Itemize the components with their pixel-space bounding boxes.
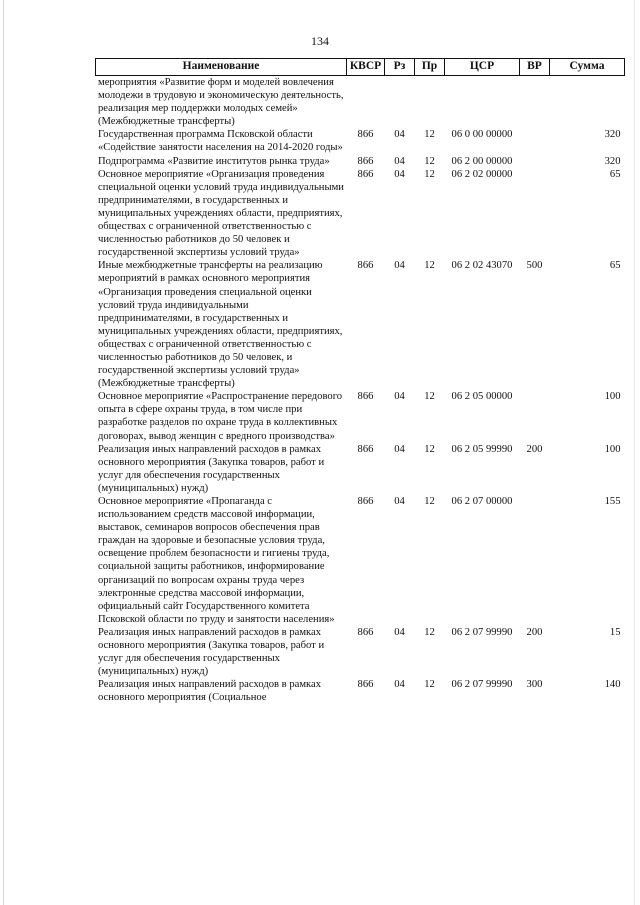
cell-sum: 65 bbox=[609, 168, 621, 180]
budget-table bbox=[95, 58, 625, 705]
header-name: Наименование bbox=[96, 59, 347, 76]
header-rz: Рз bbox=[385, 59, 415, 76]
cell-rz: 04 bbox=[394, 260, 405, 272]
table-row bbox=[96, 443, 625, 495]
cell-csr: 06 0 00 00000 bbox=[451, 129, 513, 141]
cell-name: Подпрограмма «Развитие институтов рынка труда» bbox=[98, 155, 330, 167]
table-row bbox=[96, 155, 625, 168]
table-row bbox=[96, 76, 625, 129]
cell-kvsr: 866 bbox=[357, 626, 374, 638]
cell-name: Реализация иных направлений расходов в рамках основного мероприятия (Закупка товаров, работ и услуг для обеспечения государственных (муниципальных) нужд) bbox=[98, 443, 325, 494]
cell-rz: 04 bbox=[394, 168, 405, 180]
cell-sum: 15 bbox=[609, 626, 621, 638]
cell-csr: 06 2 07 00000 bbox=[451, 496, 513, 507]
cell-kvsr: 866 bbox=[357, 443, 374, 455]
cell-pr: 12 bbox=[424, 626, 435, 638]
cell-pr: 12 bbox=[424, 443, 435, 455]
cell-csr: 06 2 07 99990 bbox=[451, 679, 513, 691]
cell-pr: 12 bbox=[424, 155, 435, 167]
header-csr: ЦСР bbox=[445, 59, 520, 76]
cell-name: Основное мероприятие «Распространение передового опыта в сфере охраны труда, в том числе при разработке разделов по охране труда в коллективных договорах, вывод женщин с вредного производства» bbox=[98, 391, 343, 442]
cell-kvsr: 866 bbox=[357, 168, 374, 180]
cell-rz: 04 bbox=[394, 443, 405, 455]
cell-kvsr: 866 bbox=[357, 496, 374, 507]
table-body bbox=[96, 76, 625, 705]
cell-pr bbox=[415, 76, 445, 129]
cell-pr: 12 bbox=[424, 168, 435, 180]
table-row bbox=[96, 259, 625, 390]
cell-pr: 12 bbox=[424, 260, 435, 272]
table-row bbox=[96, 168, 625, 260]
scan-edge-right bbox=[634, 0, 635, 905]
cell-kvsr: 866 bbox=[357, 260, 374, 272]
cell-vr bbox=[520, 155, 550, 168]
cell-name: мероприятия «Развитие форм и моделей вовлечения молодежи в трудовую и экономическую деятельность, реализация мер поддержки молодых семей» (Межбюджетные трансферты) bbox=[98, 77, 344, 128]
header-pr: Пр bbox=[415, 59, 445, 76]
cell-sum: 155 bbox=[604, 496, 621, 507]
cell-csr: 06 2 02 00000 bbox=[451, 168, 513, 180]
cell-vr: 200 bbox=[526, 626, 543, 638]
cell-kvsr: 866 bbox=[357, 129, 374, 141]
table-row bbox=[96, 678, 625, 704]
table-row bbox=[96, 390, 625, 442]
cell-rz: 04 bbox=[394, 391, 405, 403]
cell-vr: 500 bbox=[526, 260, 543, 272]
cell-sum: 100 bbox=[604, 391, 621, 403]
cell-name: Основное мероприятие «Пропаганда с использованием средств массовой информации, выставок, семинаров вопросов обеспечения прав граждан на здоровые и безопасные условия труда, освещение проблем безопасности и гигиены труда, социальной защиты работников, информирование организаций по вопросам охраны труда через электронные средства массовой информации, официальный сайт Государственного комитета Псковской области по труду и занятости населения» bbox=[98, 496, 335, 625]
cell-pr: 12 bbox=[424, 496, 435, 507]
cell-csr: 06 2 02 43070 bbox=[451, 260, 513, 272]
cell-vr bbox=[520, 495, 550, 626]
cell-kvsr bbox=[347, 76, 385, 129]
cell-csr bbox=[445, 76, 520, 129]
cell-kvsr: 866 bbox=[357, 155, 374, 167]
cell-kvsr: 866 bbox=[357, 391, 374, 403]
cell-sum: 140 bbox=[604, 679, 621, 691]
cell-rz: 04 bbox=[394, 626, 405, 638]
cell-vr bbox=[520, 168, 550, 260]
cell-pr: 12 bbox=[424, 679, 435, 691]
cell-vr: 200 bbox=[526, 443, 543, 455]
table-row bbox=[96, 626, 625, 678]
cell-csr: 06 2 07 99990 bbox=[451, 626, 513, 638]
cell-rz: 04 bbox=[394, 679, 405, 691]
header-vr: ВР bbox=[520, 59, 550, 76]
cell-pr: 12 bbox=[424, 129, 435, 141]
cell-kvsr: 866 bbox=[357, 679, 374, 691]
cell-csr: 06 2 05 99990 bbox=[451, 443, 513, 455]
cell-sum: 100 bbox=[604, 443, 621, 455]
cell-vr bbox=[520, 390, 550, 442]
cell-vr bbox=[520, 128, 550, 154]
cell-rz: 04 bbox=[394, 129, 405, 141]
cell-sum: 65 bbox=[609, 260, 621, 272]
scan-edge-left bbox=[3, 0, 4, 905]
cell-rz bbox=[385, 76, 415, 129]
cell-name: Государственная программа Псковской области «Содействие занятости населения на 2014-2020 годы» bbox=[98, 129, 343, 154]
cell-name: Основное мероприятие «Организация проведения специальной оценки условий труда индивидуальными предпринимателями, в государственных и муниципальных учреждениях области, предприятиях, обществах с ограниченной ответственностью с численностью работников до 50 человек и государственной экспертизы условий труда» bbox=[98, 168, 344, 259]
cell-sum: 320 bbox=[604, 155, 621, 167]
cell-rz: 04 bbox=[394, 496, 405, 507]
table-header-row bbox=[96, 59, 625, 76]
header-sum: Сумма bbox=[550, 59, 625, 76]
cell-name: Реализация иных направлений расходов в рамках основного мероприятия (Закупка товаров, работ и услуг для обеспечения государственных (муниципальных) нужд) bbox=[98, 626, 325, 678]
table-row bbox=[96, 128, 625, 154]
cell-csr: 06 2 00 00000 bbox=[451, 155, 513, 167]
cell-csr: 06 2 05 00000 bbox=[451, 391, 513, 403]
cell-sum: 320 bbox=[604, 129, 621, 141]
header-kvsr: КВСР bbox=[347, 59, 385, 76]
cell-pr: 12 bbox=[424, 391, 435, 403]
cell-sum bbox=[550, 76, 625, 129]
cell-rz: 04 bbox=[394, 155, 405, 167]
cell-name: Иные межбюджетные трансферты на реализацию мероприятий в рамках основного мероприятия «Организация проведения специальной оценки условий труда индивидуальными предпринимателями, в государственных и муниципальных учреждениях области, предприятиях, обществах с ограниченной ответственностью с численностью работников до 50 человек, и государственной экспертизы условий труда» (Межбюджетные трансферты) bbox=[98, 260, 343, 390]
table-row bbox=[96, 495, 625, 626]
cell-vr: 300 bbox=[526, 679, 543, 691]
cell-name: Реализация иных направлений расходов в рамках основного мероприятия (Социальное bbox=[98, 679, 322, 704]
cell-vr bbox=[520, 76, 550, 129]
page-number: 134 bbox=[311, 34, 329, 48]
